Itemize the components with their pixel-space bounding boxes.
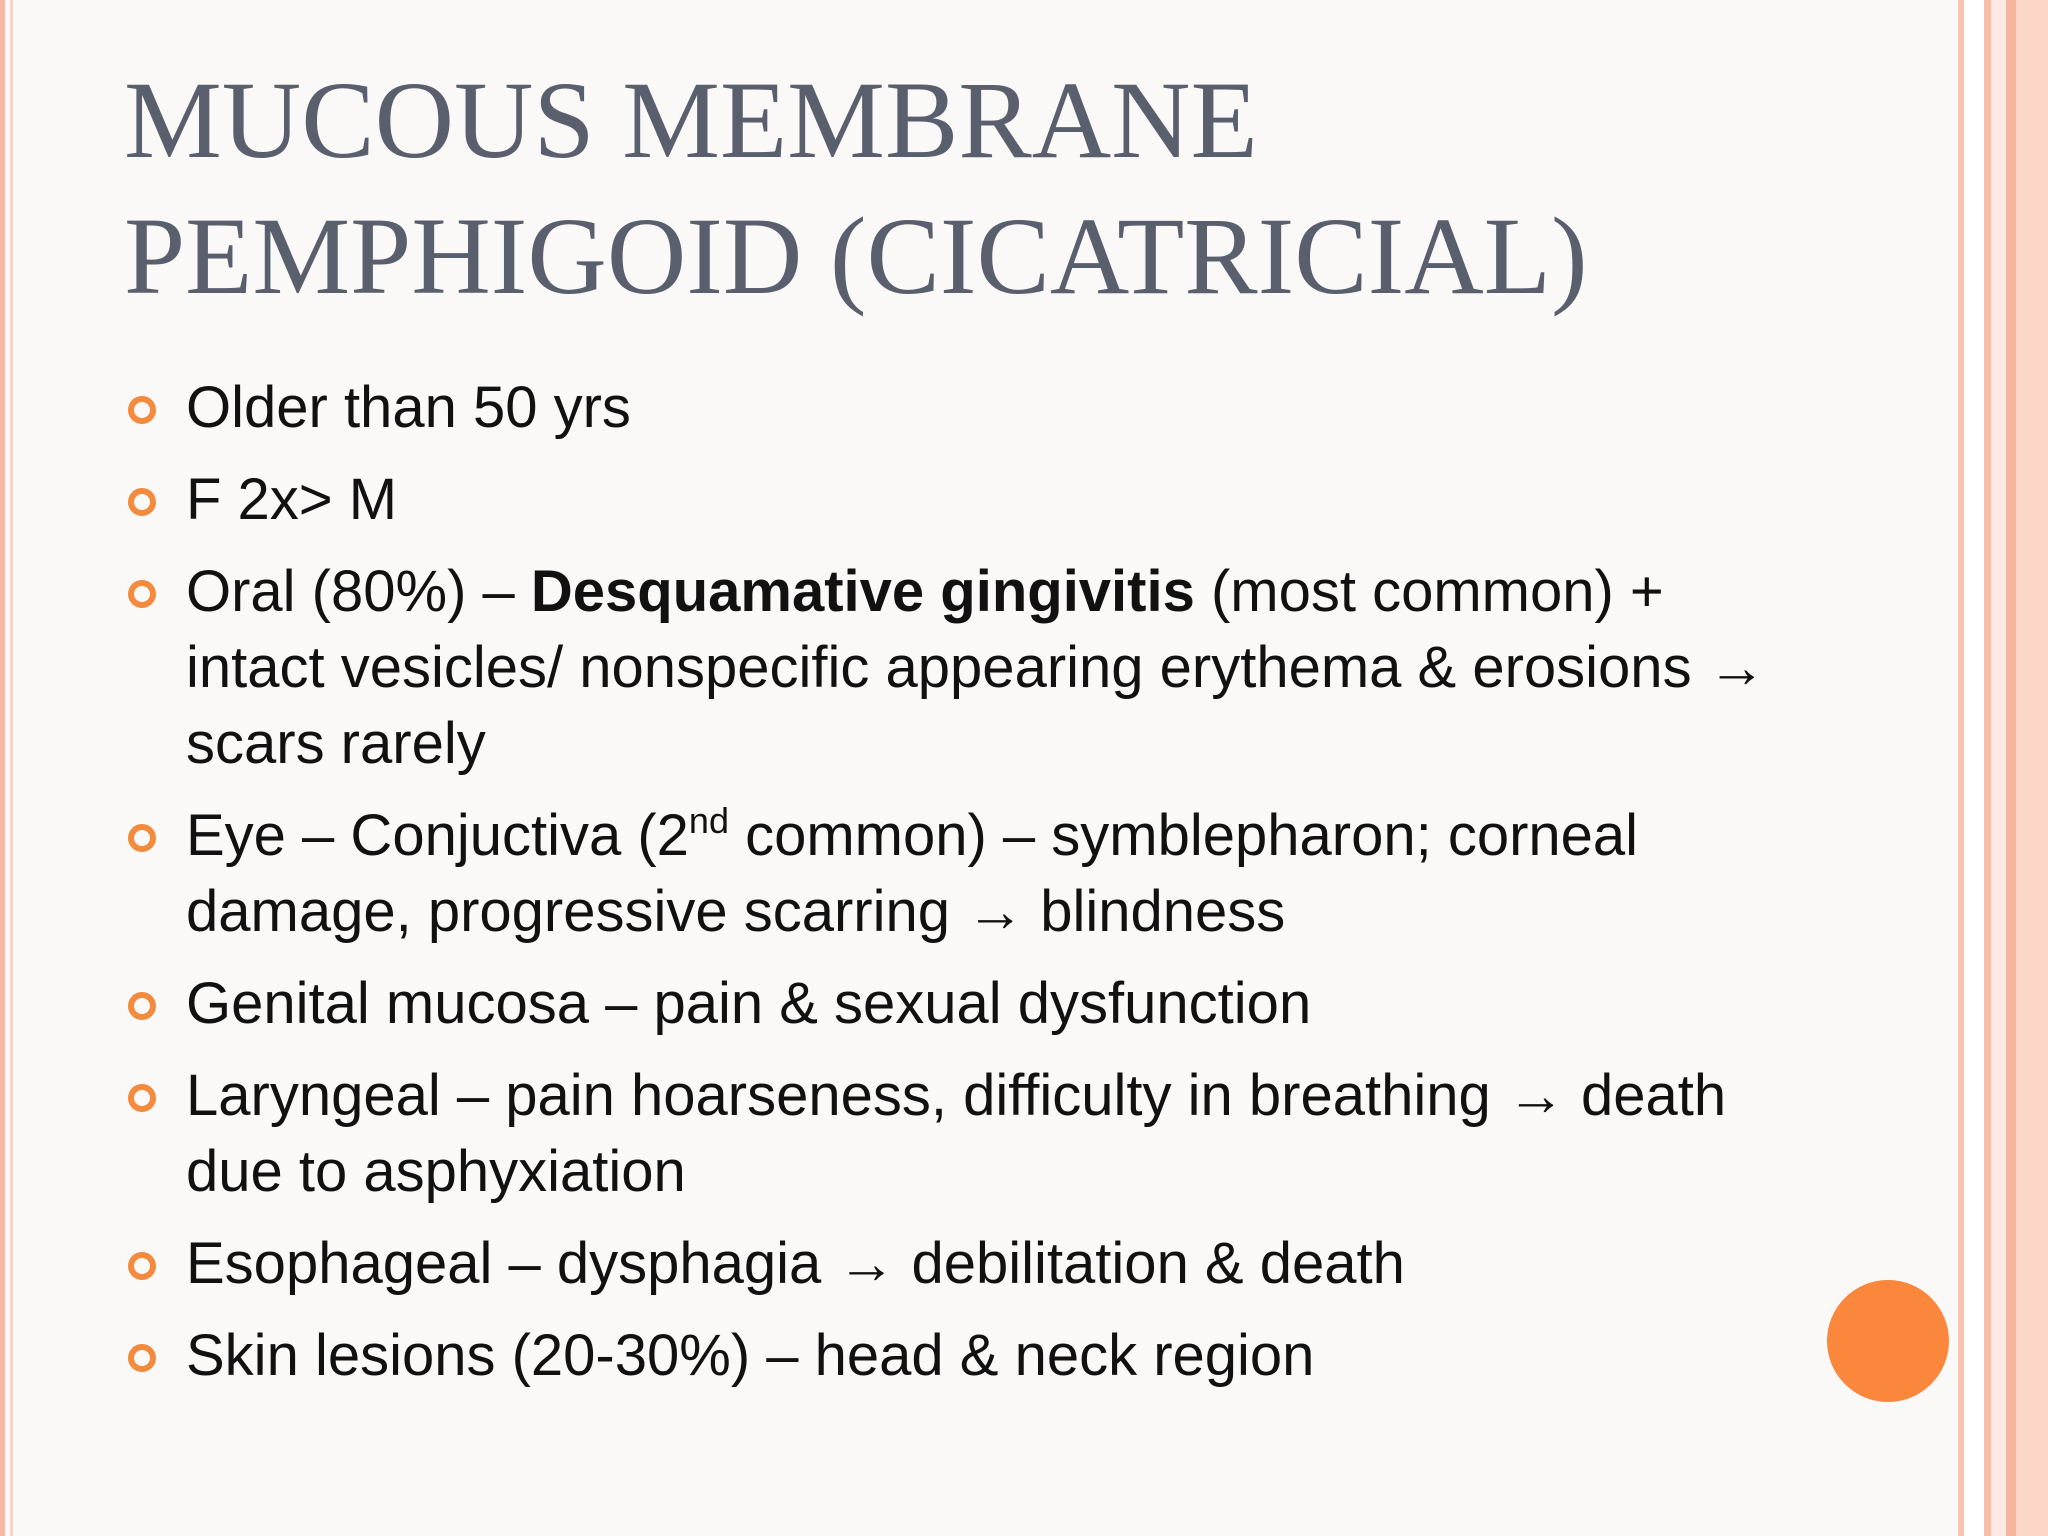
bullet-text [186,798,1784,950]
hollow-circle-bullet-icon [128,580,156,608]
bullet-item-eye [124,798,1784,950]
hollow-circle-bullet-icon [128,1252,156,1280]
bullet-text: Older than 50 yrs [186,375,631,440]
bullet-text: Genital mucosa – pain & sexual dysfunction [186,971,1312,1036]
right-edge-stripe [1984,0,1991,1536]
bullet-text: Esophageal – dysphagia → debilitation & death [186,1231,1405,1296]
hollow-circle-bullet-icon [128,396,156,424]
bullet-item-esophageal [124,1226,1784,1302]
bullet-text-suffix: (most common) + intact vesicles/ nonspecific appearing erythema & erosions → scars rarely [186,559,1766,776]
superscript: nd [688,800,729,841]
right-edge-gap [1964,0,1984,1536]
right-edge-stripe [2006,0,2016,1536]
bullet-text: Skin lesions (20-30%) – head & neck region [186,1323,1315,1388]
bullet-text-prefix: Eye – Conjuctiva (2 [186,803,689,868]
hollow-circle-bullet-icon [128,488,156,516]
bullet-text: Laryngeal – pain hoarseness, difficulty in breathing → death due to asphyxiation [186,1063,1727,1204]
bullet-item-sex-ratio [124,462,1784,538]
bullet-text [186,554,1784,782]
hollow-circle-bullet-icon [128,1084,156,1112]
bullet-text-bold: Desquamative gingivitis [530,559,1195,624]
hollow-circle-bullet-icon [128,1344,156,1372]
right-edge-stripe [2016,0,2048,1536]
bullet-text-suffix: common) – symblepharon; corneal damage, progressive scarring → blindness [186,803,1639,944]
bullet-text: F 2x> M [186,467,398,532]
bullet-item-skin [124,1318,1784,1394]
hollow-circle-bullet-icon [128,992,156,1020]
slide-title [124,52,1904,324]
bullet-item-laryngeal [124,1058,1784,1210]
hollow-circle-bullet-icon [128,824,156,852]
left-edge-stripe [0,0,5,1536]
title-line-1: MUCOUS MEMBRANE [124,59,1258,181]
left-edge-stripe-inner [10,0,13,1536]
bullet-item-oral [124,554,1784,782]
right-edge-stripe [1991,0,2006,1536]
bullet-text-prefix: Oral (80%) – [186,559,531,624]
bullet-item-genital [124,966,1784,1042]
orange-circle-decoration [1827,1280,1949,1402]
bullet-item-age [124,370,1784,446]
bullet-list [124,370,1784,1410]
title-line-2: PEMPHIGOID (CICATRICIAL) [124,195,1588,317]
